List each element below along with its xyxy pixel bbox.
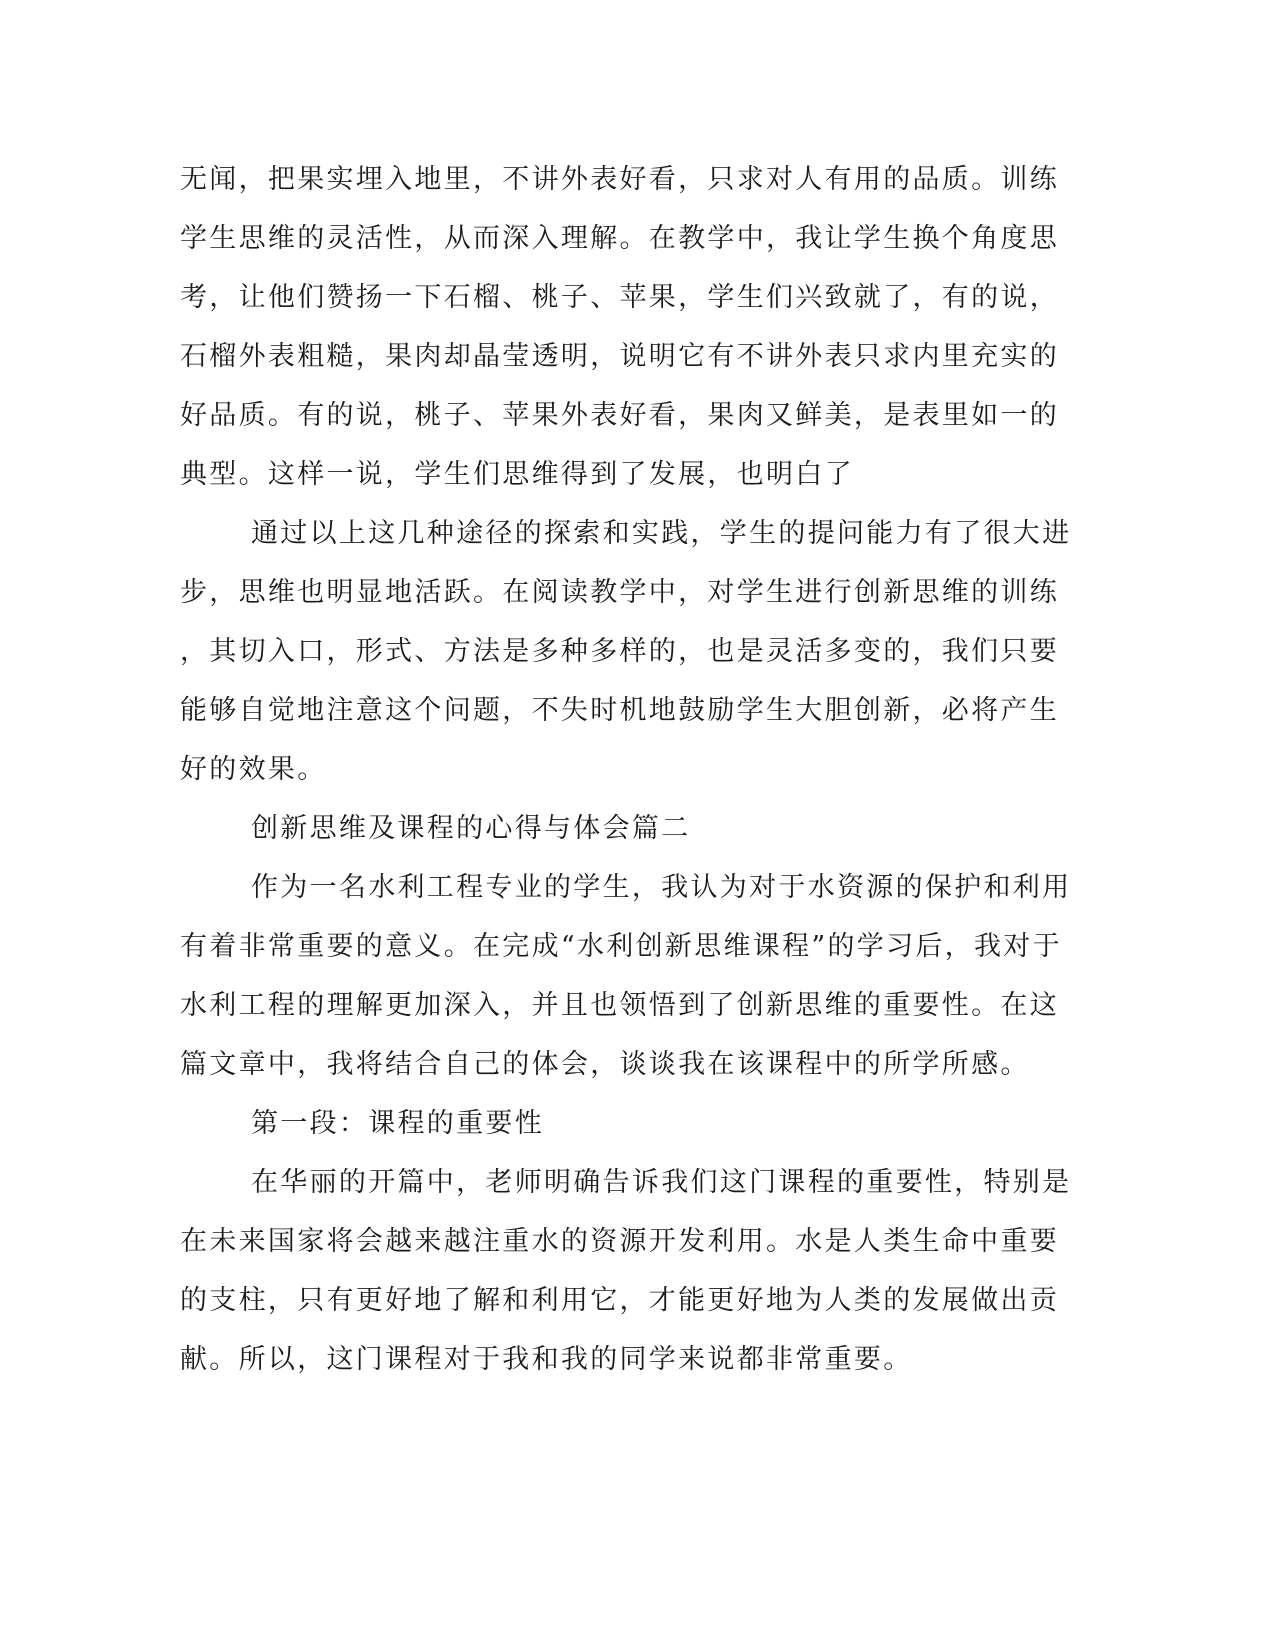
text-line: 典型。这样一说，学生们思维得到了发展，也明白了: [180, 459, 854, 490]
text-line: 有着非常重要的意义。在完成“水利创新思维课程”的学习后，我对于: [180, 931, 1062, 962]
paragraph-start: 通过以上这几种途径的探索和实践，学生的提问能力有了很大进: [251, 518, 1072, 549]
text-line: 好的效果。: [180, 754, 327, 785]
text-line: 考，让他们赞扬一下石榴、桃子、苹果，学生们兴致就了，有的说，: [180, 282, 1059, 313]
text-line: 石榴外表粗糙，果肉却晶莹透明，说明它有不讲外表只求内里充实的: [180, 341, 1059, 372]
text-line: 献。所以，这门课程对于我和我的同学来说都非常重要。: [180, 1344, 913, 1375]
text-line: 能够自觉地注意这个问题，不失时机地鼓励学生大胆创新，必将产生: [180, 695, 1059, 726]
text-line: 水利工程的理解更加深入，并且也领悟到了创新思维的重要性。在这: [180, 990, 1059, 1021]
text-line: 无闻，把果实埋入地里，不讲外表好看，只求对人有用的品质。训练: [180, 164, 1059, 195]
text-line: 篇文章中，我将结合自己的体会，谈谈我在该课程中的所学所感。: [180, 1049, 1030, 1080]
text-line: 学生思维的灵活性，从而深入理解。在教学中，我让学生换个角度思: [180, 223, 1059, 254]
text-line: 好品质。有的说，桃子、苹果外表好看，果肉又鲜美，是表里如一的: [180, 400, 1059, 431]
section-heading: 创新思维及课程的心得与体会篇二: [251, 813, 691, 844]
subsection-heading: 第一段：课程的重要性: [251, 1108, 544, 1139]
text-line: ，其切入口，形式、方法是多种多样的，也是灵活多变的，我们只要: [180, 636, 1059, 667]
paragraph-start: 在华丽的开篇中，老师明确告诉我们这门课程的重要性，特别是: [251, 1167, 1072, 1198]
text-line: 步，思维也明显地活跃。在阅读教学中，对学生进行创新思维的训练: [180, 577, 1059, 608]
text-line: 在未来国家将会越来越注重水的资源开发利用。水是人类生命中重要: [180, 1226, 1059, 1257]
text-line: 的支柱，只有更好地了解和利用它，才能更好地为人类的发展做出贡: [180, 1285, 1059, 1316]
paragraph-start: 作为一名水利工程专业的学生，我认为对于水资源的保护和利用: [251, 872, 1072, 903]
